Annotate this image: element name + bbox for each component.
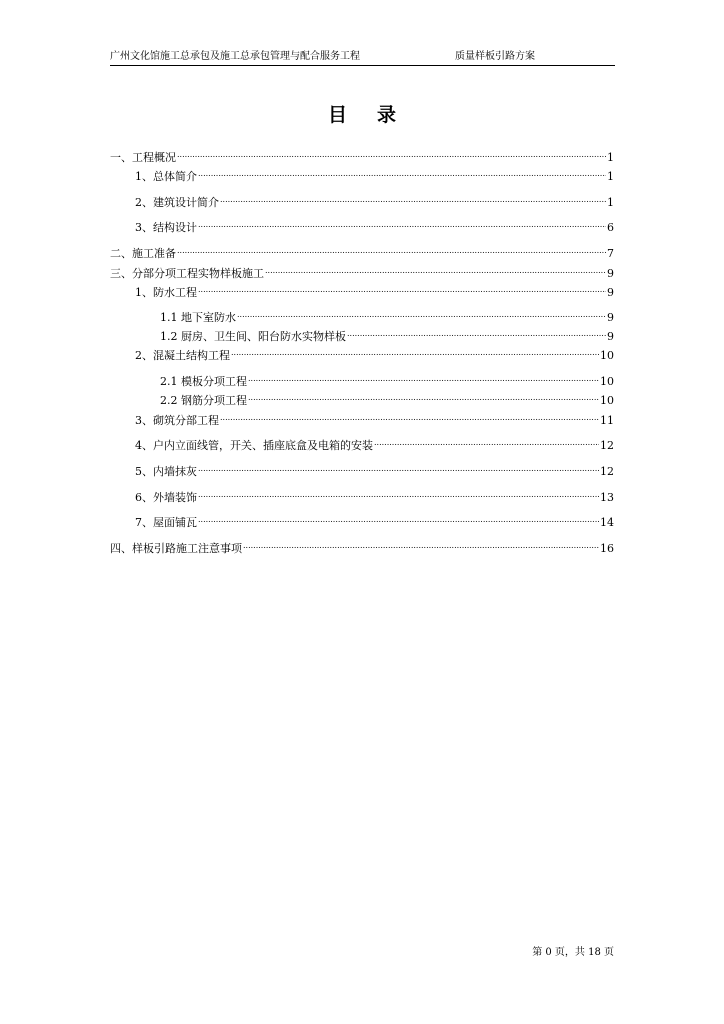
toc-entry-level2[interactable] <box>135 487 614 504</box>
toc-entry-text: 7、屋面铺瓦 <box>135 516 197 529</box>
toc-entry-level3[interactable] <box>160 371 614 388</box>
toc-entry-level2[interactable] <box>135 345 614 362</box>
toc-entry-level2[interactable] <box>135 461 614 478</box>
toc-dot-leader <box>248 371 599 385</box>
toc-entry-text: 3、结构设计 <box>135 221 197 234</box>
toc-entry-text: 5、内墙抹灰 <box>135 465 197 478</box>
toc-dot-leader <box>198 217 606 231</box>
toc-entry-text: 四、样板引路施工注意事项 <box>110 542 242 555</box>
toc-dot-leader <box>248 390 599 404</box>
toc-entry-text: 一、工程概况 <box>110 151 176 164</box>
toc-dot-leader <box>198 512 599 526</box>
toc-entry-level1[interactable] <box>110 147 614 164</box>
toc-entry-text: 二、施工准备 <box>110 247 176 260</box>
toc-entry-text: 2、建筑设计简介 <box>135 196 219 209</box>
toc-entry-text: 三、分部分项工程实物样板施工 <box>110 267 264 280</box>
toc-entry-level3[interactable] <box>160 307 614 324</box>
header-project-name: 广州文化馆施工总承包及施工总承包管理与配合服务工程 <box>110 51 360 62</box>
toc-entry-text: 3、砌筑分部工程 <box>135 414 219 427</box>
toc-dot-leader <box>220 410 599 424</box>
toc-title: 目录 <box>327 104 426 126</box>
toc-page-number: 10 <box>600 349 614 362</box>
toc-entry-level3[interactable] <box>160 326 614 343</box>
toc-entry-text: 1、防水工程 <box>135 286 197 299</box>
toc-dot-leader <box>177 147 606 161</box>
page-header <box>110 50 615 66</box>
toc-entry-text: 6、外墙装饰 <box>135 491 197 504</box>
toc-page-number: 16 <box>600 542 614 555</box>
toc-page-number: 9 <box>607 286 614 299</box>
toc-page-number: 12 <box>600 465 614 478</box>
toc-dot-leader <box>198 166 606 180</box>
toc-page-number: 9 <box>607 330 614 343</box>
toc-entry-text: 2.1 模板分项工程 <box>160 375 247 388</box>
toc-dot-leader <box>231 345 599 359</box>
toc-entry-text: 2、混凝土结构工程 <box>135 349 230 362</box>
toc-page-number: 1 <box>607 196 614 209</box>
toc-page-number: 1 <box>607 151 614 164</box>
toc-entry-level3[interactable] <box>160 390 614 407</box>
toc-page-number: 1 <box>607 170 614 183</box>
page-footer: 第 0 页，共 18 页 <box>532 947 614 958</box>
toc-page-number: 14 <box>600 516 614 529</box>
toc-entry-level2[interactable] <box>135 282 614 299</box>
toc-dot-leader <box>177 243 606 257</box>
toc-entry-level2[interactable] <box>135 512 614 529</box>
toc-entry-text: 4、户内立面线管，开关、插座底盒及电箱的安装 <box>135 439 373 452</box>
toc-dot-leader <box>347 326 606 340</box>
toc-entry-level2[interactable] <box>135 410 614 427</box>
toc-page-number: 6 <box>607 221 614 234</box>
toc-entry-level1[interactable] <box>110 538 614 555</box>
toc-entry-text: 2.2 钢筋分项工程 <box>160 394 247 407</box>
header-document-name: 质量样板引路方案 <box>455 51 535 62</box>
toc-page-number: 7 <box>607 247 614 260</box>
toc-entry-level1[interactable] <box>110 263 614 280</box>
toc-entry-level2[interactable] <box>135 166 614 183</box>
toc-dot-leader <box>198 282 606 296</box>
toc-entry-text: 1.2 厨房、卫生间、阳台防水实物样板 <box>160 330 346 343</box>
toc-page-number: 9 <box>607 311 614 324</box>
toc-dot-leader <box>265 263 606 277</box>
toc-dot-leader <box>198 461 599 475</box>
toc-entry-level2[interactable] <box>135 192 614 209</box>
toc-page-number: 12 <box>600 439 614 452</box>
toc-entry-level2[interactable] <box>135 217 614 234</box>
toc-page-number: 10 <box>600 394 614 407</box>
toc-dot-leader <box>237 307 606 321</box>
toc-page-number: 13 <box>600 491 614 504</box>
toc-dot-leader <box>198 487 599 501</box>
toc-page-number: 11 <box>600 414 614 427</box>
toc-entry-level1[interactable] <box>110 243 614 260</box>
toc-page-number: 10 <box>600 375 614 388</box>
toc-dot-leader <box>220 192 606 206</box>
toc-entry-level2[interactable] <box>135 435 614 452</box>
toc-entry-text: 1、总体简介 <box>135 170 197 183</box>
toc-page-number: 9 <box>607 267 614 280</box>
toc-dot-leader <box>243 538 599 552</box>
toc-dot-leader <box>374 435 599 449</box>
toc-entry-text: 1.1 地下室防水 <box>160 311 236 324</box>
